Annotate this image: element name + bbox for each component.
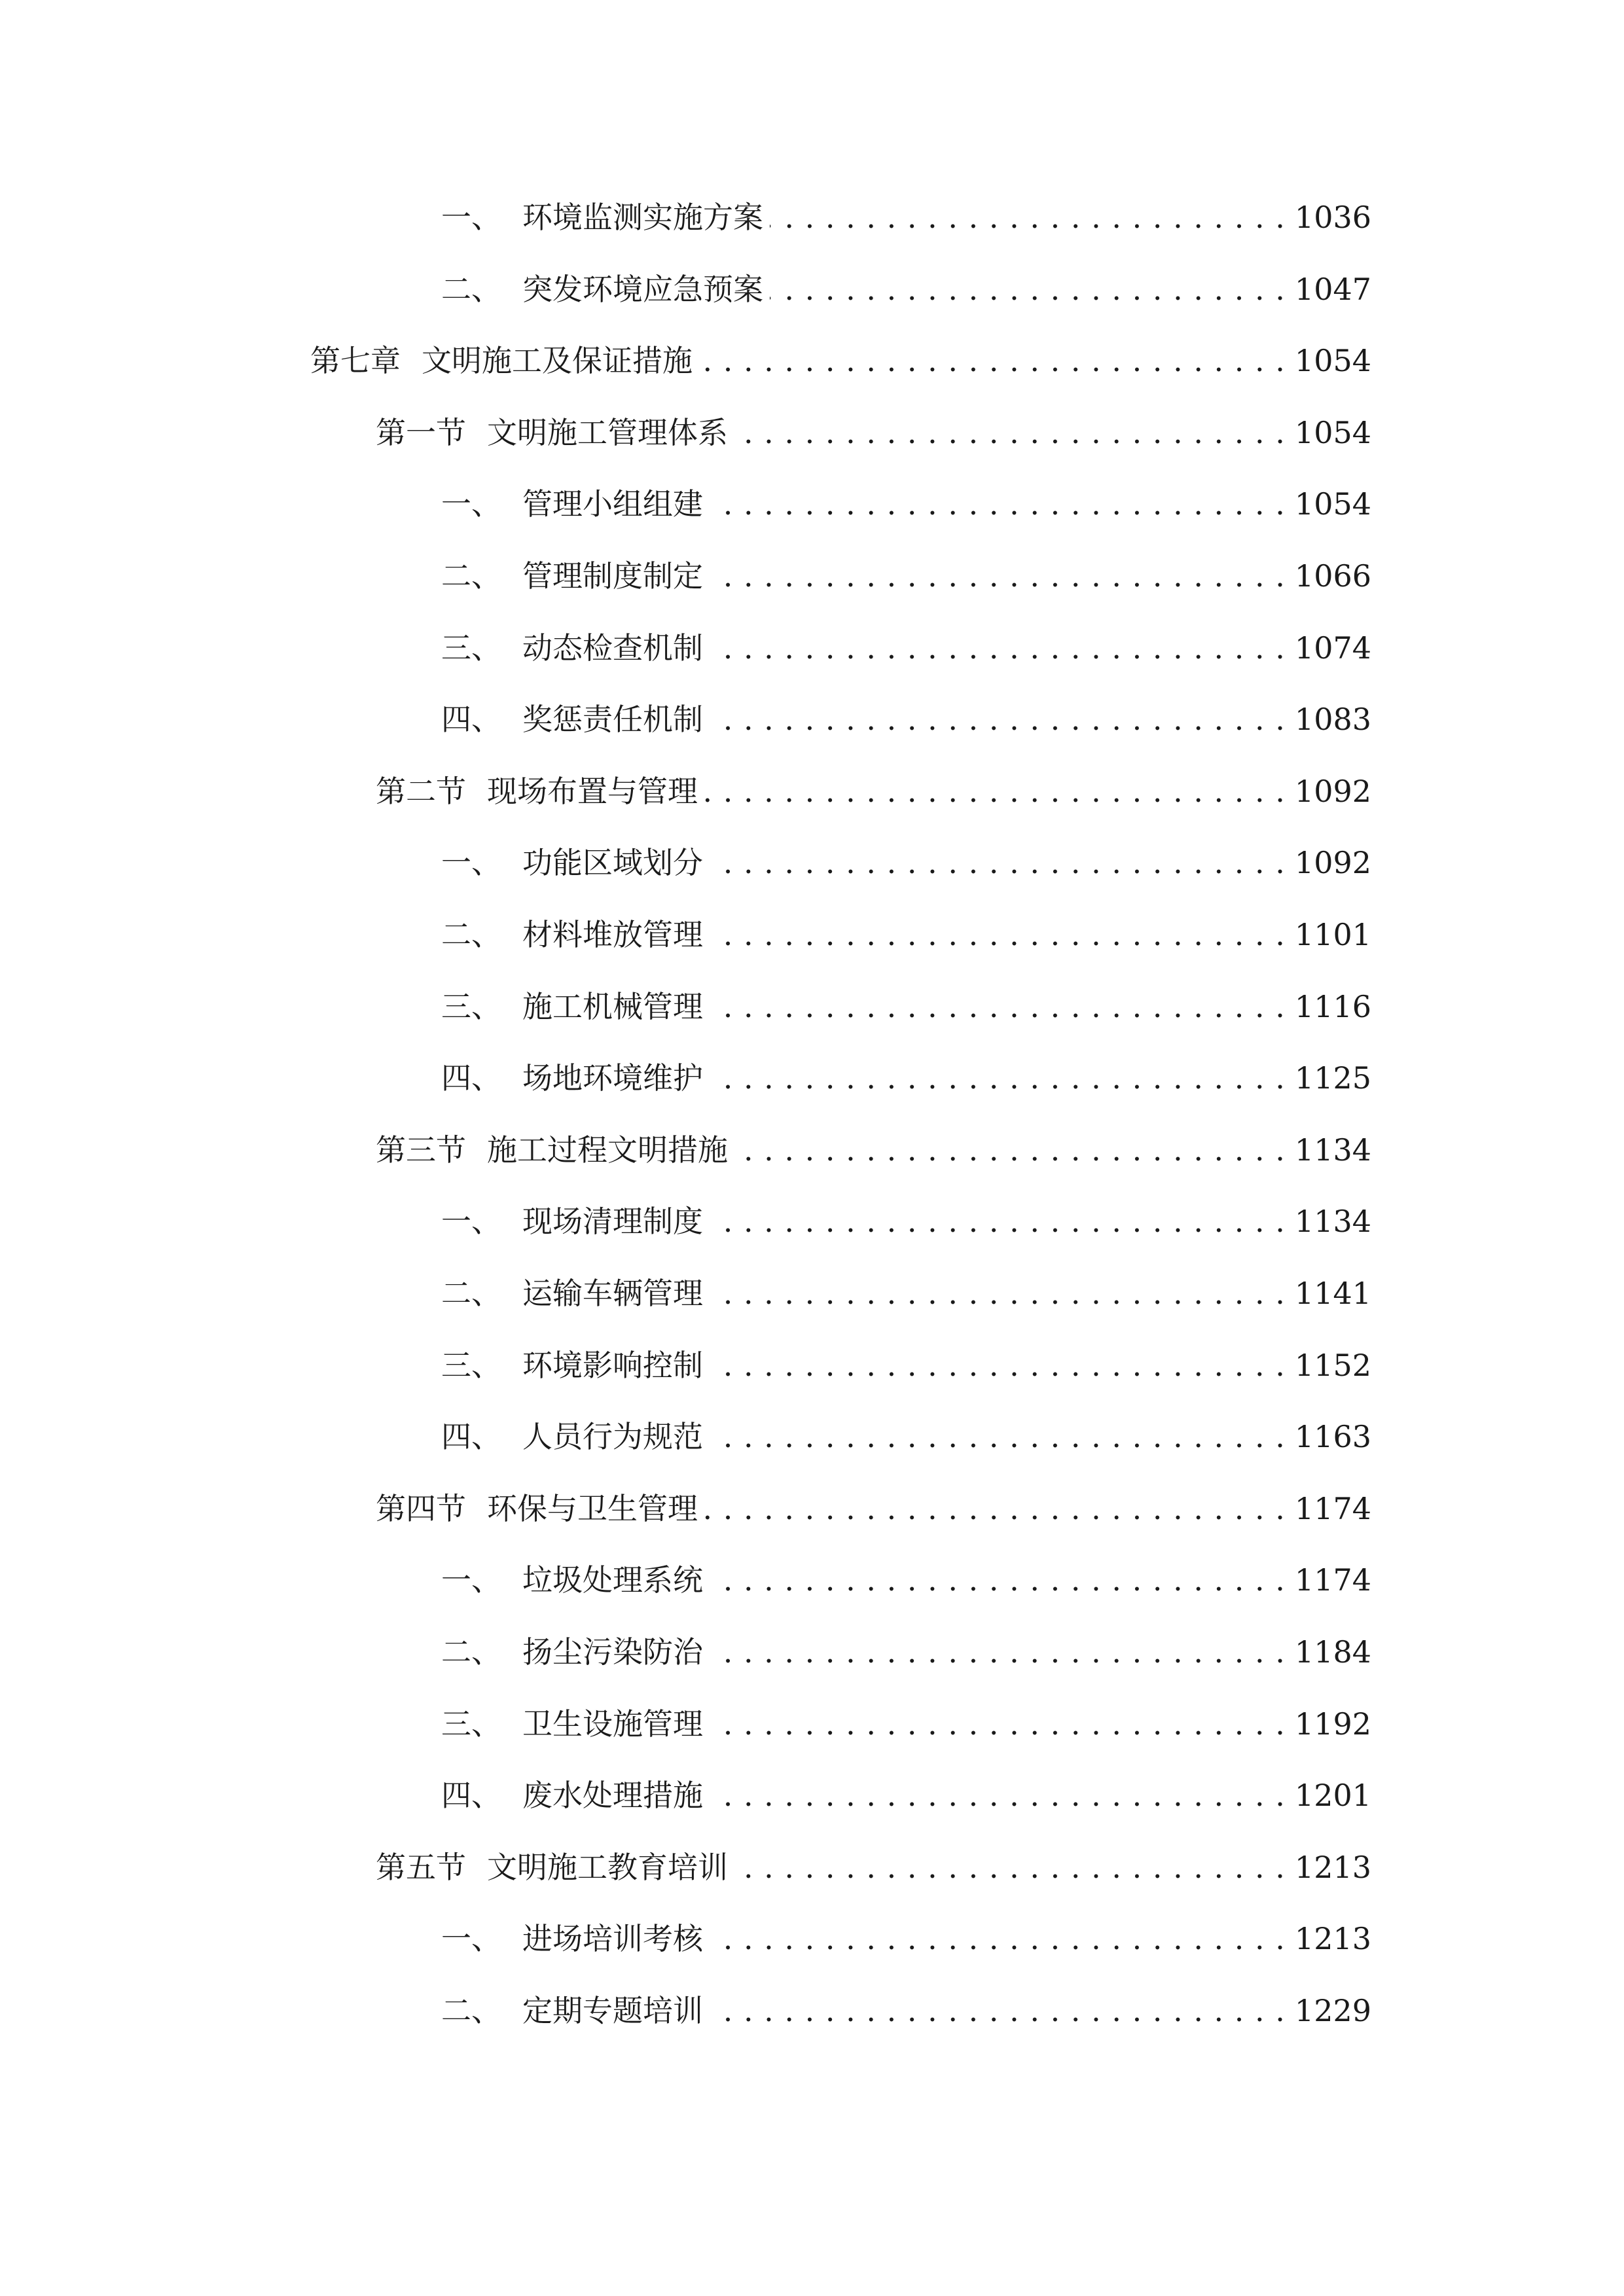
toc-entry-title: 扬尘污染防治 [522,1634,703,1670]
toc-entry-title: 管理小组组建 [522,486,703,522]
toc-dot-leader [710,908,1286,961]
toc-page-number: 1213 [1294,1850,1371,1885]
toc-dot-leader [734,1124,1286,1176]
toc-page-number: 1092 [1294,845,1371,880]
toc-entry-title: 运输车辆管理 [522,1276,703,1311]
toc-subsection-entry[interactable] [441,1698,1371,1750]
toc-page-number: 1134 [1294,1204,1371,1239]
toc-subsection-entry[interactable] [441,1410,1371,1463]
toc-chapter-entry[interactable] [310,334,1371,387]
toc-section-entry[interactable] [376,765,1371,817]
toc-dot-leader [710,1698,1286,1750]
toc-entry-number: 二、 [441,558,501,594]
toc-entry-title: 现场布置与管理 [487,774,698,809]
toc-entry-title: 环保与卫生管理 [487,1491,698,1526]
toc-page-number: 1163 [1294,1419,1371,1454]
toc-entry-number: 四、 [441,1419,501,1454]
toc-dot-leader [710,622,1286,674]
toc-entry-number: 二、 [441,1634,501,1670]
toc-subsection-entry[interactable] [441,263,1371,315]
toc-dot-leader [734,1841,1286,1893]
toc-entry-title: 文明施工管理体系 [487,415,728,450]
toc-dot-leader [710,1554,1286,1606]
toc-dot-leader [710,1984,1286,2037]
toc-entry-number: 二、 [441,1993,501,2028]
toc-dot-leader [710,980,1286,1033]
toc-page-number: 1074 [1294,630,1371,666]
toc-entry-title: 施工机械管理 [522,989,703,1024]
toc-subsection-entry[interactable] [441,908,1371,961]
toc-entry-title: 环境监测实施方案 [522,200,763,235]
toc-entry-number: 一、 [441,486,501,522]
toc-dot-leader [710,836,1286,889]
toc-entry-number: 一、 [441,1921,501,1956]
toc-entry-title: 管理制度制定 [522,558,703,594]
toc-section-entry[interactable] [376,1482,1371,1535]
toc-section-entry[interactable] [376,1124,1371,1176]
toc-dot-leader [710,1410,1286,1463]
toc-entry-title: 定期专题培训 [522,1993,703,2028]
toc-page-number: 1036 [1294,200,1371,235]
toc-page-number: 1092 [1294,774,1371,809]
toc-subsection-entry[interactable] [441,1626,1371,1678]
toc-entry-title: 垃圾处理系统 [522,1562,703,1598]
toc-page-number: 1229 [1294,1993,1371,2028]
toc-entry-title: 人员行为规范 [522,1419,703,1454]
toc-page-number: 1054 [1294,486,1371,522]
toc-dot-leader [770,263,1286,315]
toc-entry-number: 一、 [441,200,501,235]
toc-entry-title: 施工过程文明措施 [487,1132,728,1168]
toc-subsection-entry[interactable] [441,1052,1371,1104]
toc-dot-leader [710,1052,1286,1104]
toc-section-entry[interactable] [376,1841,1371,1893]
toc-entry-number: 四、 [441,1778,501,1813]
toc-entry-number: 三、 [441,630,501,666]
toc-subsection-entry[interactable] [441,1984,1371,2037]
toc-dot-leader [710,1267,1286,1319]
toc-subsection-entry[interactable] [441,1912,1371,1965]
toc-dot-leader [710,1339,1286,1391]
toc-page-number: 1141 [1294,1276,1371,1311]
toc-subsection-entry[interactable] [441,1267,1371,1319]
toc-entry-title: 现场清理制度 [522,1204,703,1239]
toc-dot-leader [710,1626,1286,1678]
toc-subsection-entry[interactable] [441,191,1371,243]
toc-page-number: 1125 [1294,1060,1371,1096]
toc-subsection-entry[interactable] [441,1554,1371,1606]
toc-dot-leader [710,693,1286,745]
toc-dot-leader [704,765,1286,817]
toc-page-number: 1192 [1294,1706,1371,1742]
toc-entry-number: 第二节 [376,774,466,809]
toc-entry-number: 二、 [441,272,501,307]
toc-entry-title: 文明施工教育培训 [487,1850,728,1885]
toc-page-number: 1116 [1294,989,1371,1024]
toc-entry-number: 二、 [441,1276,501,1311]
toc-page-number: 1054 [1294,415,1371,450]
toc-page-number: 1152 [1294,1348,1371,1383]
toc-entry-title: 废水处理措施 [522,1778,703,1813]
toc-entry-number: 一、 [441,1204,501,1239]
toc-page-number: 1134 [1294,1132,1371,1168]
toc-entry-number: 第三节 [376,1132,466,1168]
toc-entry-number: 三、 [441,1348,501,1383]
toc-entry-title: 材料堆放管理 [522,917,703,952]
toc-entry-number: 三、 [441,989,501,1024]
toc-dot-leader [704,1482,1286,1535]
toc-subsection-entry[interactable] [441,1195,1371,1247]
toc-entry-title: 突发环境应急预案 [522,272,763,307]
toc-entry-number: 第四节 [376,1491,466,1526]
toc-page-number: 1201 [1294,1778,1371,1813]
toc-dot-leader [734,406,1286,459]
toc-entry-number: 第一节 [376,415,466,450]
toc-entry-title: 进场培训考核 [522,1921,703,1956]
toc-dot-leader [710,1195,1286,1247]
toc-page-number: 1174 [1294,1562,1371,1598]
toc-page-number: 1174 [1294,1491,1371,1526]
toc-entry-title: 文明施工及保证措施 [422,343,693,378]
toc-entry-title: 功能区域划分 [522,845,703,880]
toc-page-number: 1213 [1294,1921,1371,1956]
toc-dot-leader [710,1912,1286,1965]
toc-page-number: 1054 [1294,343,1371,378]
toc-subsection-entry[interactable] [441,836,1371,889]
toc-page-number: 1184 [1294,1634,1371,1670]
toc-entry-number: 四、 [441,1060,501,1096]
toc-entry-number: 三、 [441,1706,501,1742]
toc-subsection-entry[interactable] [441,478,1371,530]
toc-entry-title: 卫生设施管理 [522,1706,703,1742]
toc-entry-title: 动态检查机制 [522,630,703,666]
toc-page-number: 1047 [1294,272,1371,307]
toc-subsection-entry[interactable] [441,550,1371,602]
toc-dot-leader [699,334,1286,387]
toc-entry-number: 第七章 [310,343,401,378]
toc-page-number: 1066 [1294,558,1371,594]
toc-dot-leader [770,191,1286,243]
toc-dot-leader [710,478,1286,530]
toc-subsection-entry[interactable] [441,1769,1371,1821]
toc-subsection-entry[interactable] [441,980,1371,1033]
toc-page-number: 1101 [1294,917,1371,952]
toc-page-number: 1083 [1294,702,1371,737]
toc-entry-number: 二、 [441,917,501,952]
toc-subsection-entry[interactable] [441,1339,1371,1391]
toc-section-entry[interactable] [376,406,1371,459]
toc-entry-title: 奖惩责任机制 [522,702,703,737]
toc-entry-title: 环境影响控制 [522,1348,703,1383]
toc-dot-leader [710,1769,1286,1821]
toc-entry-number: 四、 [441,702,501,737]
toc-entry-title: 场地环境维护 [522,1060,703,1096]
toc-entry-number: 第五节 [376,1850,466,1885]
toc-entry-number: 一、 [441,845,501,880]
toc-entry-number: 一、 [441,1562,501,1598]
toc-subsection-entry[interactable] [441,622,1371,674]
toc-dot-leader [710,550,1286,602]
toc-subsection-entry[interactable] [441,693,1371,745]
